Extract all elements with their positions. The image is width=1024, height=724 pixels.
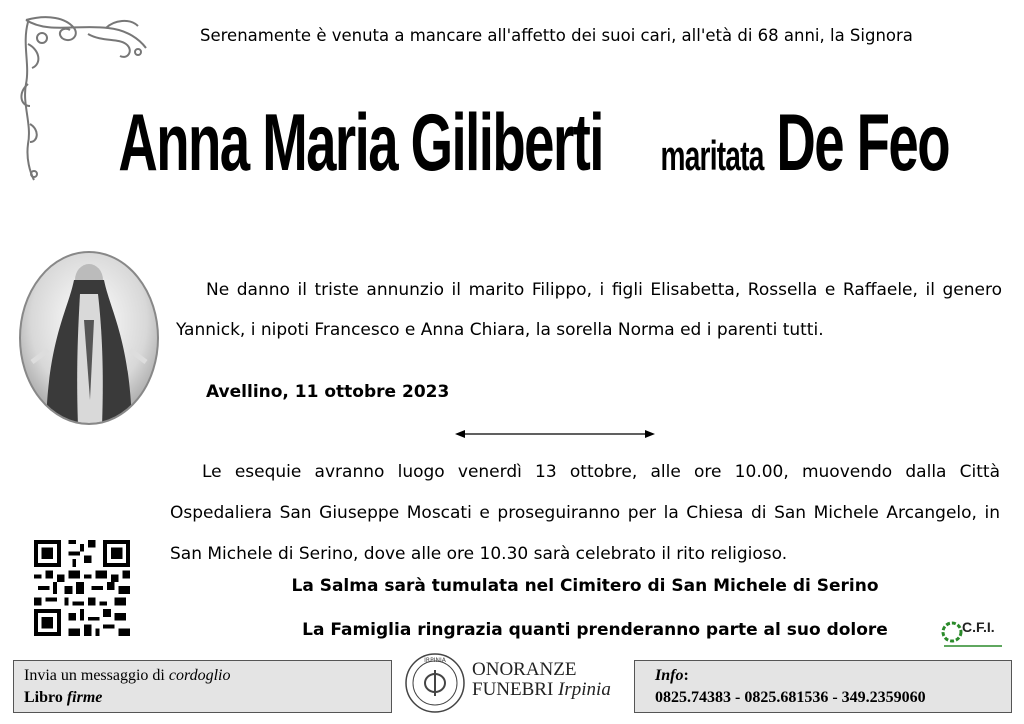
condolence-box[interactable] [13, 660, 392, 713]
guestbook-link[interactable] [24, 687, 381, 709]
double-arrow-divider-icon [455, 428, 655, 440]
funeral-home-line2-prefix: FUNEBRI [472, 679, 559, 700]
info-phones[interactable]: 0825.74383 - 0825.681536 - 349.2359060 [655, 689, 926, 706]
burial-notice: La Salma sarà tumulata nel Cimitero di San Michele di Serino [291, 576, 879, 596]
send-condolence-link[interactable] [24, 665, 381, 687]
deceased-married-name: De Feo [776, 97, 950, 188]
info-box [634, 660, 1012, 713]
send-condolence-prefix: Invia un messaggio di [24, 667, 169, 684]
guestbook-italic: firme [66, 689, 103, 706]
send-condolence-italic: cordoglio [168, 667, 231, 684]
funeral-home-logo-icon [404, 652, 466, 714]
announcement-text [176, 270, 1002, 350]
intro-text: Serenamente è venuta a mancare all'affetto dei suoi cari, all'età di 68 anni, la Signora [200, 26, 913, 45]
funeral-home-line2-italic: Irpinia [558, 679, 611, 700]
funeral-home-name [472, 660, 611, 700]
info-label-line: Info: [655, 667, 689, 684]
deceased-first-name: Anna Maria Giliberti [118, 97, 604, 188]
place-date: Avellino, 11 ottobre 2023 [206, 382, 450, 402]
cfi-logo-text: C.F.I. [962, 619, 995, 635]
family-thanks: La Famiglia ringrazia quanti prenderanno parte al suo dolore [302, 620, 888, 640]
madonna-image [18, 250, 160, 426]
funeral-home-line2 [472, 680, 611, 700]
deceased-name [0, 97, 1024, 188]
info-label: Info [655, 667, 684, 684]
funeral-body: Le esequie avranno luogo venerdì 13 ottobre, alle ore 10.00, muovendo dalla Città Ospedaliera San Giuseppe Moscati e proseguiranno per la Chiesa di San Michele Arcangelo, in San Michele di Serino, dove alle ore 10.30 sarà celebrato il rito religioso. [170, 462, 1000, 564]
funeral-home-line1: ONORANZE [472, 659, 577, 680]
guestbook-prefix: Libro [24, 689, 67, 706]
logo-arc-text: IRPINIA [424, 657, 446, 664]
funeral-details [170, 452, 1000, 575]
name-connector: maritata [660, 131, 764, 180]
announcement-body: Ne danno il triste annunzio il marito Filippo, i figli Elisabetta, Rossella e Raffaele, il genero Yannick, i nipoti Francesco e Anna Chiara, la sorella Norma ed i parenti tutti. [176, 280, 1002, 340]
